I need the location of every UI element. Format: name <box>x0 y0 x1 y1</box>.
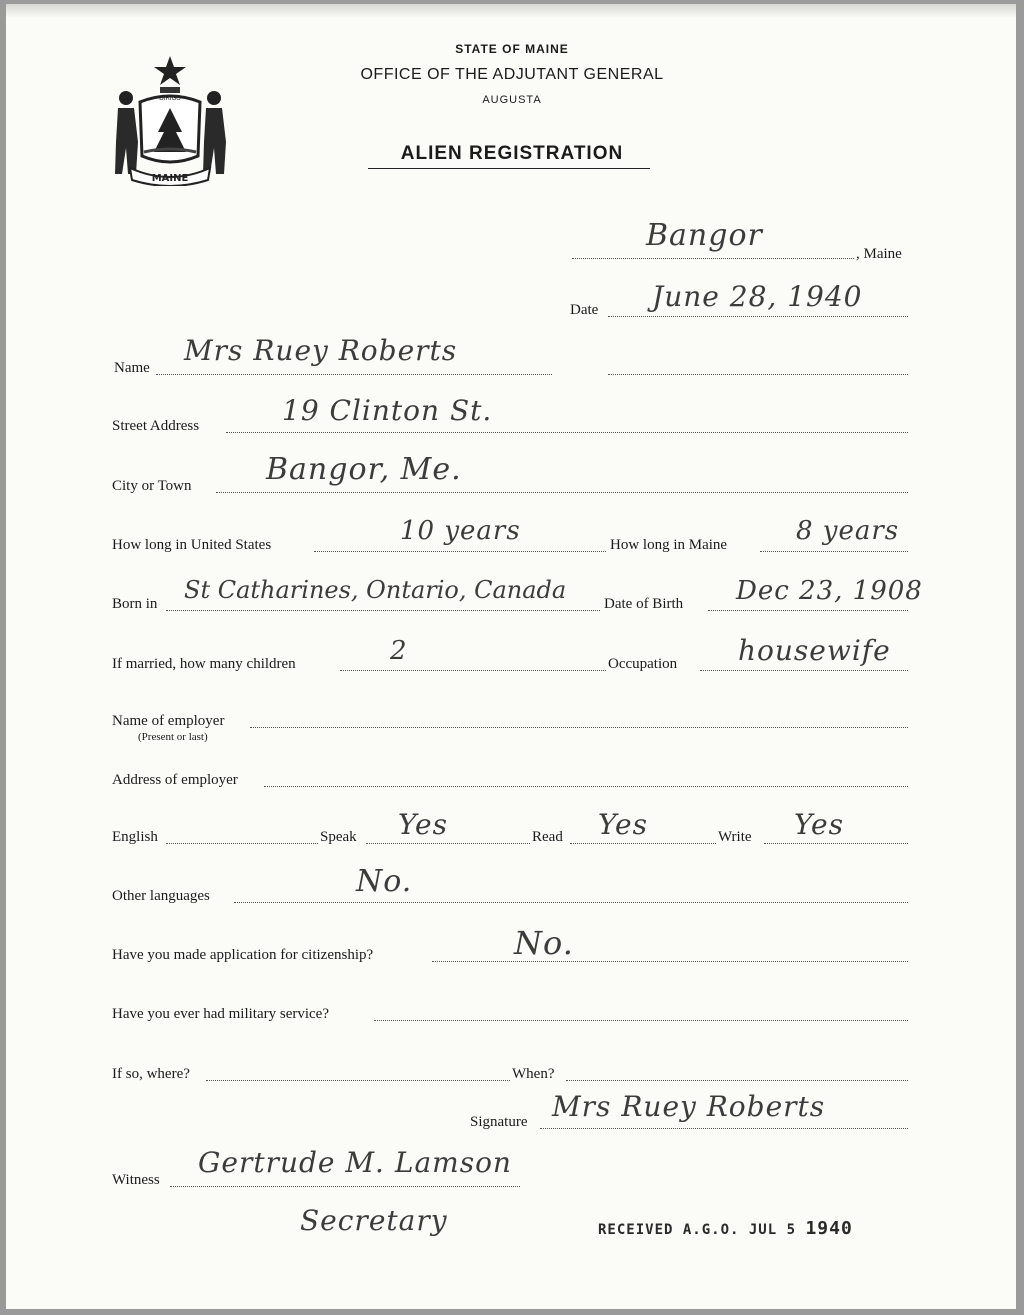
header-state: STATE OF MAINE <box>455 42 569 56</box>
speak-entry: Yes <box>398 808 448 841</box>
signature-entry: Mrs Ruey Roberts <box>552 1090 826 1123</box>
witness-label: Witness <box>112 1172 160 1188</box>
write-entry: Yes <box>794 808 844 841</box>
children-entry: 2 <box>390 636 408 666</box>
form-title: ALIEN REGISTRATION <box>400 143 624 164</box>
citizenship-entry: No. <box>514 924 574 962</box>
speak-line <box>366 843 530 844</box>
city-entry: Bangor, Me. <box>266 452 462 487</box>
citizenship-line <box>432 961 908 962</box>
date-entry: June 28, 1940 <box>652 280 863 313</box>
children-label: If married, how many children <box>112 656 296 672</box>
english-line <box>166 843 318 844</box>
english-label: English <box>112 829 158 845</box>
street-entry: 19 Clinton St. <box>282 394 493 427</box>
place-suffix: , Maine <box>856 246 902 262</box>
street-label: Street Address <box>112 418 200 434</box>
place-entry: Bangor <box>646 218 763 253</box>
other-lang-line <box>234 902 908 903</box>
other-lang-entry: No. <box>356 864 413 899</box>
city-label: City or Town <box>112 478 192 494</box>
born-entry: St Catharines, Ontario, Canada <box>184 576 567 604</box>
header-city: AUGUSTA <box>482 94 542 106</box>
header-office: OFFICE OF THE ADJUTANT GENERAL <box>360 66 664 83</box>
where-line <box>206 1080 510 1081</box>
read-line <box>570 843 716 844</box>
witness-line <box>170 1186 520 1187</box>
dob-label: Date of Birth <box>604 596 684 612</box>
when-label: When? <box>512 1066 555 1082</box>
name-label: Name <box>114 360 150 376</box>
how-long-maine-entry: 8 years <box>796 516 900 546</box>
how-long-maine-line <box>760 551 908 552</box>
signature-line <box>540 1128 908 1129</box>
received-stamp <box>598 1218 853 1239</box>
other-lang-label: Other languages <box>112 888 210 904</box>
dob-line <box>708 610 908 611</box>
dob-entry: Dec 23, 1908 <box>736 576 923 606</box>
how-long-us-entry: 10 years <box>400 516 521 546</box>
place-line <box>572 258 854 259</box>
employer-label: Name of employer <box>112 713 225 729</box>
name-entry: Mrs Ruey Roberts <box>184 334 458 367</box>
witness-title-entry: Secretary <box>300 1204 448 1237</box>
witness-entry: Gertrude M. Lamson <box>198 1146 512 1179</box>
name-line <box>156 374 552 375</box>
street-line <box>226 432 908 433</box>
occupation-line <box>700 670 908 671</box>
date-label: Date <box>570 302 599 318</box>
city-line <box>216 492 908 493</box>
employer-address-label: Address of employer <box>112 772 238 788</box>
received-stamp-year: 1940 <box>805 1218 853 1239</box>
born-line <box>166 610 600 611</box>
read-entry: Yes <box>598 808 648 841</box>
write-line <box>764 843 908 844</box>
seal-motto: DIRIGO <box>159 95 181 102</box>
signature-label: Signature <box>470 1114 528 1130</box>
born-label: Born in <box>112 596 158 612</box>
employer-sub-label: (Present or last) <box>138 731 208 743</box>
children-line <box>340 670 606 671</box>
military-label: Have you ever had military service? <box>112 1006 329 1022</box>
speak-label: Speak <box>320 829 357 845</box>
how-long-us-line <box>314 551 606 552</box>
name-line-right <box>608 374 908 375</box>
write-label: Write <box>718 829 752 845</box>
military-line <box>374 1020 908 1021</box>
employer-line <box>250 727 908 728</box>
received-stamp-text: RECEIVED A.G.O. JUL 5 <box>598 1222 797 1238</box>
seal-banner: MAINE <box>151 173 189 184</box>
how-long-us-label: How long in United States <box>112 537 272 553</box>
title-underline <box>368 168 650 169</box>
occupation-entry: housewife <box>738 634 891 667</box>
employer-address-line <box>264 786 908 787</box>
read-label: Read <box>532 829 563 845</box>
date-line <box>608 316 908 317</box>
when-line <box>566 1080 908 1081</box>
citizenship-label: Have you made application for citizenship? <box>112 947 374 963</box>
how-long-maine-label: How long in Maine <box>610 537 728 553</box>
occupation-label: Occupation <box>608 656 678 672</box>
where-label: If so, where? <box>112 1066 190 1082</box>
